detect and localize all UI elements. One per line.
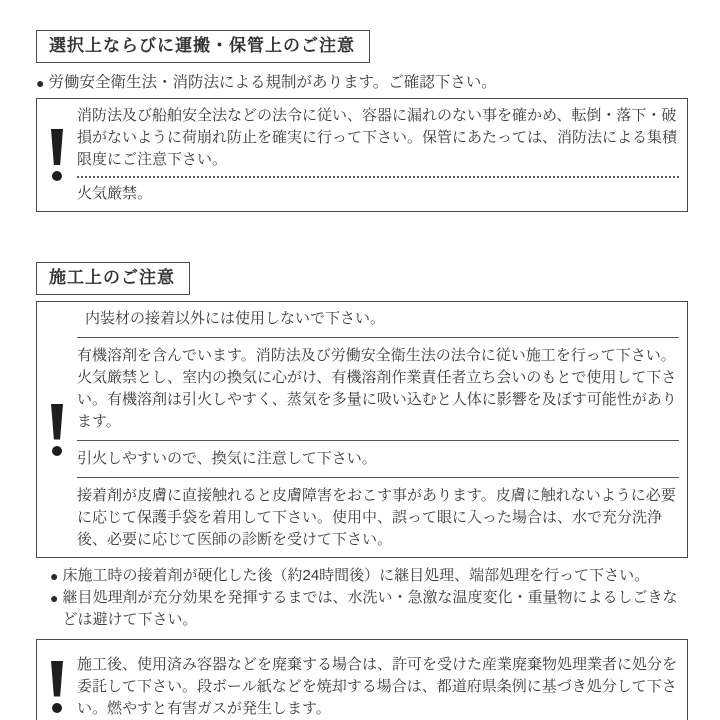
exclamation-icon [37, 404, 77, 456]
installation-warning-item: 内装材の接着以外には使用しないで下さい。 [85, 310, 386, 327]
list-item [50, 587, 688, 631]
exclamation-icon [37, 661, 77, 713]
list-item-text: 継目処理剤が充分効果を発揮するまでは、水洗い・急激な温度変化・重量物によるしごきなどは避けて下さい。 [62, 589, 678, 628]
divider [77, 440, 679, 441]
list-item-text: 床施工時の接着剤が硬化した後（約24時間後）に継目処理、端部処理を行って下さい。 [62, 567, 650, 584]
divider [77, 477, 679, 478]
bullet-icon: ● [36, 75, 45, 91]
divider [77, 337, 679, 338]
transport-warning-box [36, 98, 688, 212]
regulation-notice-line [36, 72, 688, 94]
list-item [50, 565, 688, 587]
installation-warning-item: 有機溶剤を含んでいます。消防法及び労働安全衛生法の法令に従い施工を行って下さい。火気厳禁とし、室内の換気に心がけ、有機溶剤作業責任者立ち会いのもとで使用して下さい。有機溶剤は引火しやすく、蒸気を多量に吸い込むと人体に影響を及ぼす可能性があります。 [77, 347, 677, 430]
transport-warning-text: 消防法及び船舶安全法などの法令に従い、容器に漏れのない事を確かめ、転倒・落下・破損がないように荷崩れ防止を確実に行って下さい。保管にあたっては、消防法による集積限度にご注意下さい。 [77, 107, 678, 168]
disposal-warning-text: 施工後、使用済み容器などを廃棄する場合は、許可を受けた産業廃棄物処理業者に処分を委託して下さい。段ボール紙などを焼却する場合は、都道府県条例に基づき処分して下さい。燃やすと有害ガスが発生します。 [77, 655, 678, 717]
transport-storage-section-title: 選択上ならびに運搬・保管上のご注意 [36, 30, 370, 63]
exclamation-icon [37, 129, 77, 181]
installation-section-title: 施工上のご注意 [36, 262, 190, 295]
installation-warning-item: 接着剤が皮膚に直接触れると皮膚障害をおこす事があります。皮膚に触れないように必要に応じて保護手袋を着用して下さい。使用中、誤って眼に入った場合は、水で充分洗浄後、必要に応じて医師の診断を受けて下さい。 [77, 487, 676, 548]
installation-warning-item: 引火しやすいので、換気に注意して下さい。 [77, 450, 377, 467]
bullet-icon: ● [50, 568, 59, 584]
no-fire-note: 火気厳禁。 [77, 185, 153, 202]
installation-bullet-list [36, 565, 688, 631]
dotted-divider [77, 176, 679, 178]
disposal-warning-box [36, 639, 688, 720]
regulation-notice-text: 労働安全衛生法・消防法による規制があります。ご確認下さい。 [48, 74, 497, 91]
installation-warning-box [36, 301, 688, 558]
bullet-icon: ● [50, 590, 59, 606]
